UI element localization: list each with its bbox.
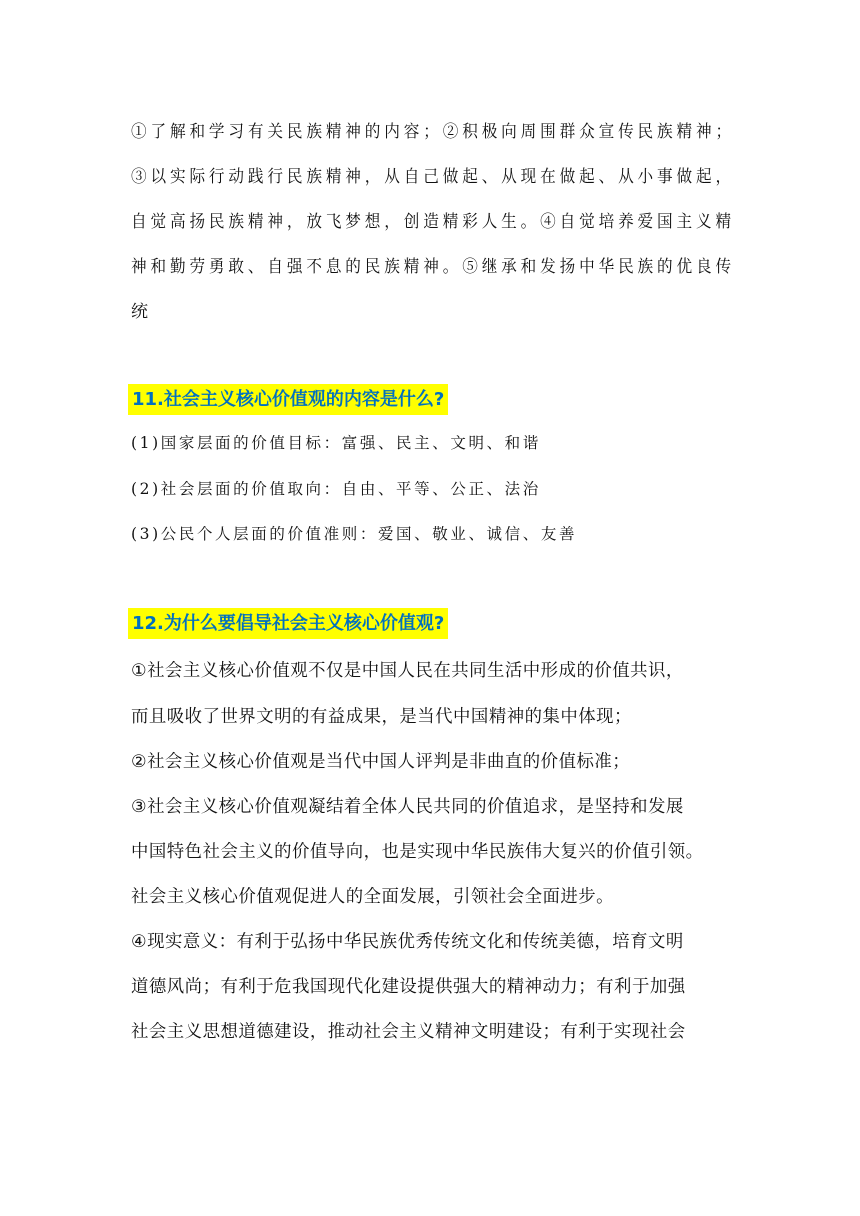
answer-line: 社会主义思想道德建设，推动社会主义精神文明建设；有利于实现社会 <box>131 1022 686 1042</box>
answer-line: 而且吸收了世界文明的有益成果，是当代中国精神的集中体现； <box>131 707 632 727</box>
intro-line: ③以实际行动践行民族精神，从自己做起、从现在做起、从小事做起， <box>131 167 735 187</box>
intro-line: 神和勤劳勇敢、自强不息的民族精神。⑤继承和发扬中华民族的优良传 <box>131 257 735 277</box>
intro-line: ①了解和学习有关民族精神的内容；②积极向周围群众宣传民族精神； <box>131 122 735 142</box>
intro-line: 自觉高扬民族精神，放飞梦想，创造精彩人生。④自觉培养爱国主义精 <box>131 212 735 232</box>
answer-line: ③社会主义核心价值观凝结着全体人民共同的价值追求，是坚持和发展 <box>131 797 684 817</box>
list-item: (2)社会层面的价值取向：自由、平等、公正、法治 <box>131 480 541 498</box>
question-11-heading: 11.社会主义核心价值观的内容是什么? <box>128 384 448 415</box>
intro-line: 统 <box>131 302 153 322</box>
answer-line: 道德风尚；有利于危我国现代化建设提供强大的精神动力；有利于加强 <box>131 977 686 997</box>
answer-line: 中国特色社会主义的价值导向，也是实现中华民族伟大复兴的价值引领。 <box>131 842 704 862</box>
answer-line: ①社会主义核心价值观不仅是中国人民在共同生活中形成的价值共识， <box>131 661 684 681</box>
answer-line: 社会主义核心价值观促进人的全面发展，引领社会全面进步。 <box>131 887 615 907</box>
answer-line: ④现实意义：有利于弘扬中华民族优秀传统文化和传统美德，培育文明 <box>131 932 684 952</box>
question-12-heading: 12.为什么要倡导社会主义核心价值观? <box>128 608 448 639</box>
list-item: (1)国家层面的价值目标：富强、民主、文明、和谐 <box>131 434 541 452</box>
answer-line: ②社会主义核心价值观是当代中国人评判是非曲直的价值标准； <box>131 752 631 772</box>
list-item: (3)公民个人层面的价值准则：爱国、敬业、诚信、友善 <box>131 525 578 543</box>
